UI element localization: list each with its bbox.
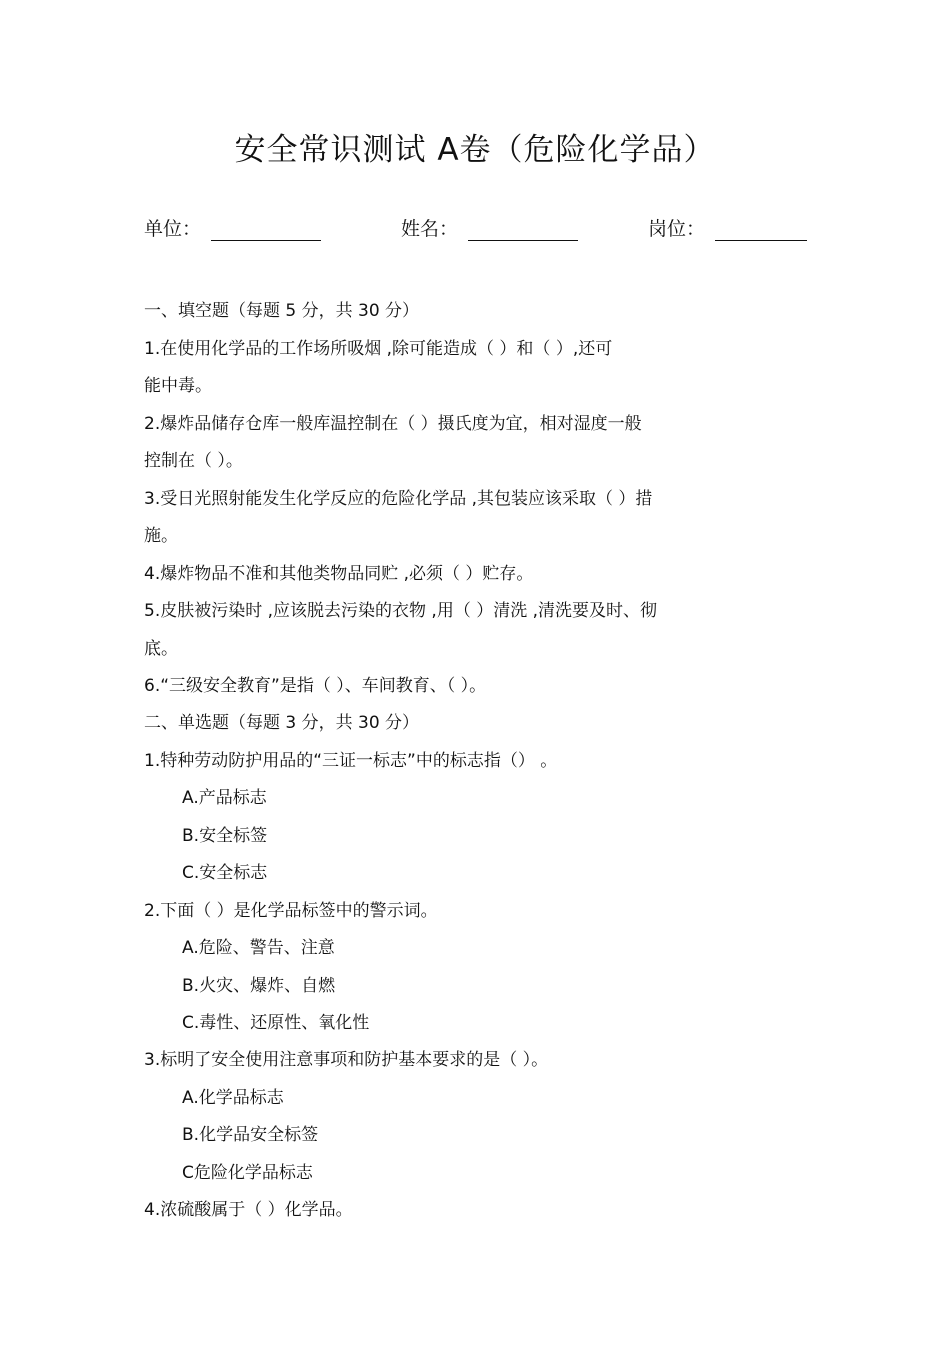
single-question-stem: 3.标明了安全使用注意事项和防护基本要求的是（ ）。 bbox=[144, 1050, 549, 1070]
post-field bbox=[648, 214, 807, 241]
single-question-stem: 4.浓硫酸属于（ ）化学品。 bbox=[144, 1200, 353, 1220]
section-heading-fill: 一、填空题（每题 5 分，共 30 分） bbox=[144, 301, 420, 321]
fill-question-line: 1.在使用化学品的工作场所吸烟 ,除可能造成（ ）和（ ）,还可 bbox=[144, 339, 613, 359]
fill-question-line: 控制在（ ）。 bbox=[144, 451, 243, 471]
name-label: 姓名： bbox=[401, 218, 459, 240]
fill-question-line: 5.皮肤被污染时 ,应该脱去污染的衣物 ,用（ ）清洗 ,清洗要及时、彻 bbox=[144, 601, 658, 621]
name-field bbox=[401, 214, 578, 241]
fill-question-line: 底。 bbox=[144, 639, 178, 659]
section-heading-single: 二、单选题（每题 3 分，共 30 分） bbox=[144, 713, 420, 733]
option-c: C危险化学品标志 bbox=[182, 1163, 313, 1183]
unit-field bbox=[144, 214, 321, 241]
option-c: C.安全标志 bbox=[182, 863, 268, 883]
option-c: C.毒性、还原性、氧化性 bbox=[182, 1013, 370, 1033]
option-a: A.危险、警告、注意 bbox=[182, 938, 335, 958]
fill-question-line: 4.爆炸物品不准和其他类物品同贮 ,必须（ ）贮存。 bbox=[144, 564, 534, 584]
fill-question-line: 施。 bbox=[144, 526, 178, 546]
fill-question-line: 3.受日光照射能发生化学反应的危险化学品 ,其包装应该采取（ ）措 bbox=[144, 489, 653, 509]
post-label: 岗位： bbox=[648, 218, 706, 240]
option-b: B.安全标签 bbox=[182, 826, 268, 846]
unit-label: 单位： bbox=[144, 218, 202, 240]
single-question-stem: 1.特种劳动防护用品的“三证一标志”中的标志指（） 。 bbox=[144, 751, 558, 771]
fill-question-line: 能中毒。 bbox=[144, 376, 212, 396]
page-title: 安全常识测试 A卷（危险化学品） bbox=[234, 132, 716, 168]
single-question-stem: 2.下面（ ）是化学品标签中的警示词。 bbox=[144, 901, 438, 921]
post-blank[interactable] bbox=[715, 216, 807, 241]
info-row bbox=[144, 214, 808, 244]
option-a: A.产品标志 bbox=[182, 788, 267, 808]
option-b: B.化学品安全标签 bbox=[182, 1125, 319, 1145]
option-b: B.火灾、爆炸、自燃 bbox=[182, 976, 336, 996]
name-blank[interactable] bbox=[468, 216, 578, 241]
unit-blank[interactable] bbox=[211, 216, 321, 241]
option-a: A.化学品标志 bbox=[182, 1088, 284, 1108]
fill-question-line: 6.“三级安全教育”是指（ ）、车间教育、（ ）。 bbox=[144, 676, 487, 696]
fill-question-line: 2.爆炸品储存仓库一般库温控制在（ ）摄氏度为宜，相对湿度一般 bbox=[144, 414, 642, 434]
